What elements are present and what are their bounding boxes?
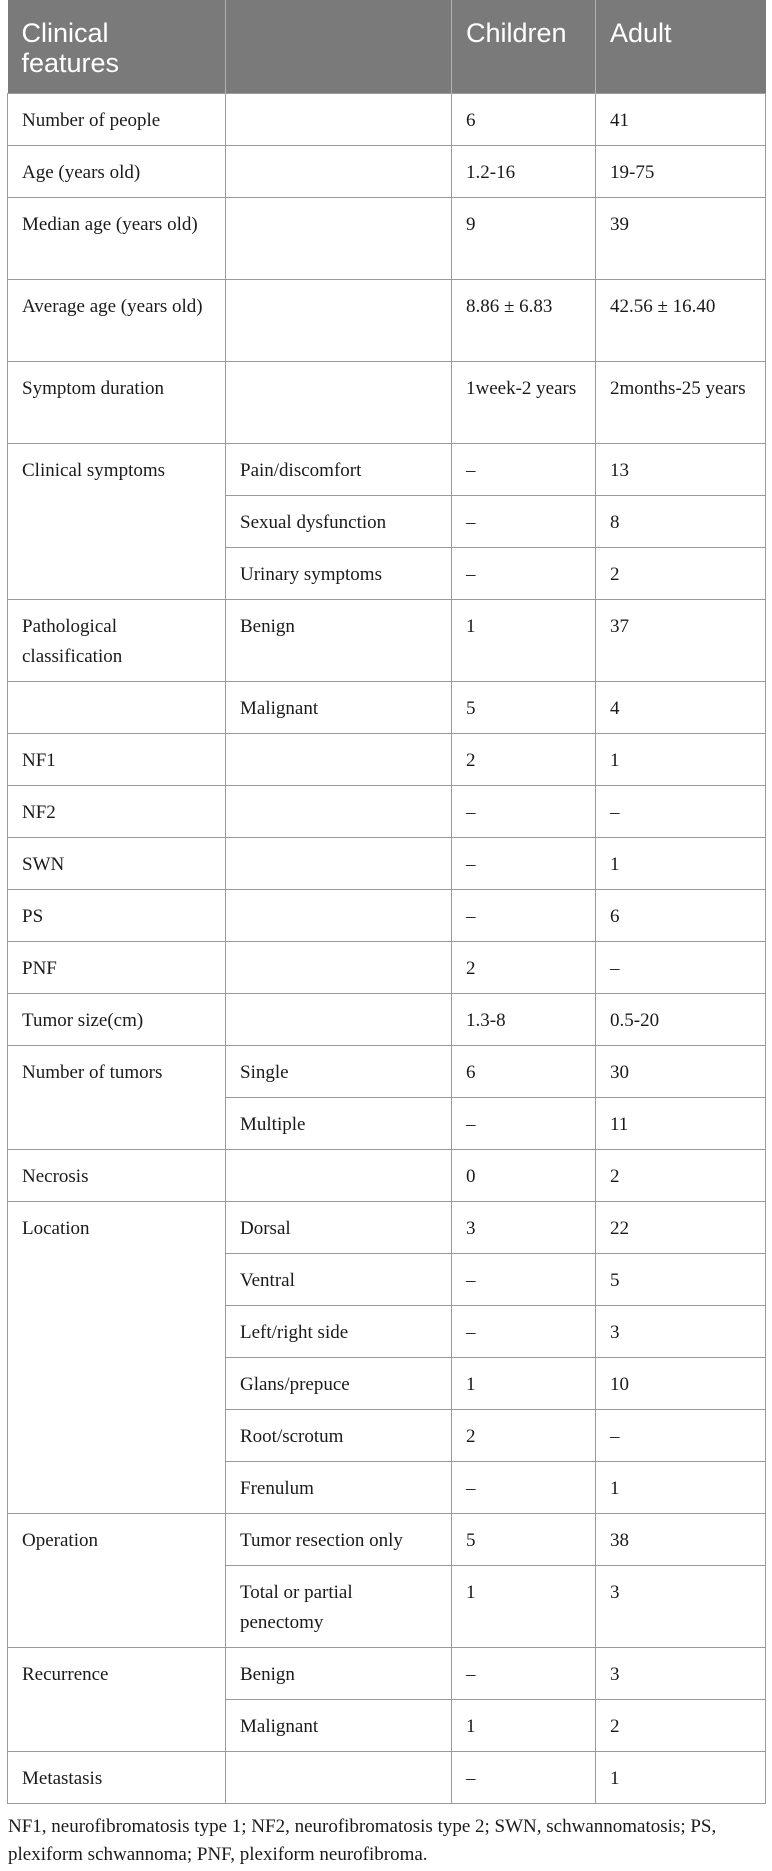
table-row xyxy=(8,94,766,146)
table-row xyxy=(8,786,766,838)
feature-cell xyxy=(8,548,226,600)
feature-cell: Metastasis xyxy=(8,1752,226,1804)
feature-cell xyxy=(8,1700,226,1752)
subcategory-cell xyxy=(226,198,452,280)
feature-cell xyxy=(8,1410,226,1462)
feature-cell: Number of people xyxy=(8,94,226,146)
adult-cell: 19-75 xyxy=(596,146,766,198)
feature-cell: NF1 xyxy=(8,734,226,786)
subcategory-cell: Urinary symptoms xyxy=(226,548,452,600)
table-row xyxy=(8,942,766,994)
clinical-features-table xyxy=(7,0,766,1804)
adult-cell: 3 xyxy=(596,1648,766,1700)
subcategory-cell xyxy=(226,734,452,786)
table-row xyxy=(8,1254,766,1306)
subcategory-cell: Multiple xyxy=(226,1098,452,1150)
header-children: Children xyxy=(452,0,596,94)
feature-cell: Recurrence xyxy=(8,1648,226,1700)
subcategory-cell xyxy=(226,786,452,838)
table-row xyxy=(8,1700,766,1752)
feature-cell xyxy=(8,1462,226,1514)
feature-cell xyxy=(8,1358,226,1410)
subcategory-cell: Frenulum xyxy=(226,1462,452,1514)
children-cell: – xyxy=(452,444,596,496)
adult-cell: 1 xyxy=(596,838,766,890)
table-row xyxy=(8,734,766,786)
adult-cell: – xyxy=(596,942,766,994)
adult-cell: 41 xyxy=(596,94,766,146)
table-row xyxy=(8,1306,766,1358)
subcategory-cell xyxy=(226,1752,452,1804)
children-cell: – xyxy=(452,1254,596,1306)
adult-cell: 39 xyxy=(596,198,766,280)
table-row xyxy=(8,1202,766,1254)
table-row xyxy=(8,682,766,734)
feature-cell: PNF xyxy=(8,942,226,994)
adult-cell: 22 xyxy=(596,1202,766,1254)
feature-cell: Location xyxy=(8,1202,226,1254)
feature-cell xyxy=(8,1098,226,1150)
table-row xyxy=(8,1358,766,1410)
children-cell: – xyxy=(452,786,596,838)
subcategory-cell: Malignant xyxy=(226,1700,452,1752)
table-row xyxy=(8,1410,766,1462)
subcategory-cell: Left/right side xyxy=(226,1306,452,1358)
table-row xyxy=(8,1648,766,1700)
table-row xyxy=(8,1514,766,1566)
adult-cell: 13 xyxy=(596,444,766,496)
adult-cell: 38 xyxy=(596,1514,766,1566)
adult-cell: 5 xyxy=(596,1254,766,1306)
children-cell: 6 xyxy=(452,94,596,146)
adult-cell: – xyxy=(596,1410,766,1462)
children-cell: – xyxy=(452,496,596,548)
table-row xyxy=(8,890,766,942)
subcategory-cell: Benign xyxy=(226,1648,452,1700)
subcategory-cell: Single xyxy=(226,1046,452,1098)
children-cell: 9 xyxy=(452,198,596,280)
feature-cell: Age (years old) xyxy=(8,146,226,198)
subcategory-cell: Tumor resection only xyxy=(226,1514,452,1566)
feature-cell xyxy=(8,1254,226,1306)
children-cell: – xyxy=(452,1752,596,1804)
children-cell: – xyxy=(452,890,596,942)
subcategory-cell xyxy=(226,146,452,198)
table-row xyxy=(8,362,766,444)
children-cell: 0 xyxy=(452,1150,596,1202)
adult-cell: 4 xyxy=(596,682,766,734)
table-header-row xyxy=(8,0,766,94)
children-cell: 8.86 ± 6.83 xyxy=(452,280,596,362)
adult-cell: 3 xyxy=(596,1306,766,1358)
adult-cell: 3 xyxy=(596,1566,766,1648)
children-cell: – xyxy=(452,1098,596,1150)
feature-cell: Symptom duration xyxy=(8,362,226,444)
clinical-features-table-container xyxy=(7,0,765,1804)
subcategory-cell: Dorsal xyxy=(226,1202,452,1254)
adult-cell: 6 xyxy=(596,890,766,942)
feature-cell: Pathological classification xyxy=(8,600,226,682)
table-row xyxy=(8,1752,766,1804)
adult-cell: 37 xyxy=(596,600,766,682)
children-cell: – xyxy=(452,1306,596,1358)
feature-cell: Number of tumors xyxy=(8,1046,226,1098)
subcategory-cell xyxy=(226,942,452,994)
table-row xyxy=(8,994,766,1046)
subcategory-cell: Sexual dysfunction xyxy=(226,496,452,548)
children-cell: 1.3-8 xyxy=(452,994,596,1046)
table-row xyxy=(8,1462,766,1514)
feature-cell: Tumor size(cm) xyxy=(8,994,226,1046)
adult-cell: 2months-25 years xyxy=(596,362,766,444)
adult-cell: 2 xyxy=(596,548,766,600)
children-cell: 1.2-16 xyxy=(452,146,596,198)
table-row xyxy=(8,280,766,362)
table-row xyxy=(8,444,766,496)
adult-cell: – xyxy=(596,786,766,838)
feature-cell xyxy=(8,1566,226,1648)
header-subcategory xyxy=(226,0,452,94)
table-row xyxy=(8,496,766,548)
table-row xyxy=(8,1150,766,1202)
table-body xyxy=(8,94,766,1804)
adult-cell: 42.56 ± 16.40 xyxy=(596,280,766,362)
adult-cell: 1 xyxy=(596,1462,766,1514)
table-row xyxy=(8,1046,766,1098)
adult-cell: 1 xyxy=(596,734,766,786)
subcategory-cell: Benign xyxy=(226,600,452,682)
subcategory-cell xyxy=(226,890,452,942)
table-row xyxy=(8,548,766,600)
adult-cell: 2 xyxy=(596,1150,766,1202)
feature-cell xyxy=(8,1306,226,1358)
children-cell: 2 xyxy=(452,1410,596,1462)
feature-cell: SWN xyxy=(8,838,226,890)
children-cell: 1 xyxy=(452,1358,596,1410)
children-cell: 2 xyxy=(452,734,596,786)
subcategory-cell xyxy=(226,94,452,146)
children-cell: 6 xyxy=(452,1046,596,1098)
children-cell: 1 xyxy=(452,600,596,682)
feature-cell: Clinical symptoms xyxy=(8,444,226,496)
feature-cell: Median age (years old) xyxy=(8,198,226,280)
children-cell: 1 xyxy=(452,1566,596,1648)
feature-cell: PS xyxy=(8,890,226,942)
subcategory-cell: Total or partial penectomy xyxy=(226,1566,452,1648)
feature-cell xyxy=(8,496,226,548)
children-cell: 1 xyxy=(452,1700,596,1752)
children-cell: – xyxy=(452,1462,596,1514)
children-cell: – xyxy=(452,548,596,600)
subcategory-cell xyxy=(226,838,452,890)
feature-cell: Necrosis xyxy=(8,1150,226,1202)
header-adult: Adult xyxy=(596,0,766,94)
children-cell: 5 xyxy=(452,682,596,734)
adult-cell: 10 xyxy=(596,1358,766,1410)
header-clinical-features: Clinical features xyxy=(8,0,226,94)
subcategory-cell xyxy=(226,280,452,362)
feature-cell: Operation xyxy=(8,1514,226,1566)
adult-cell: 1 xyxy=(596,1752,766,1804)
children-cell: 5 xyxy=(452,1514,596,1566)
children-cell: 3 xyxy=(452,1202,596,1254)
feature-cell: Average age (years old) xyxy=(8,280,226,362)
subcategory-cell xyxy=(226,362,452,444)
feature-cell: NF2 xyxy=(8,786,226,838)
children-cell: 2 xyxy=(452,942,596,994)
table-row xyxy=(8,198,766,280)
children-cell: – xyxy=(452,1648,596,1700)
table-row xyxy=(8,146,766,198)
table-row xyxy=(8,1098,766,1150)
subcategory-cell: Root/scrotum xyxy=(226,1410,452,1462)
subcategory-cell: Pain/discomfort xyxy=(226,444,452,496)
subcategory-cell: Glans/prepuce xyxy=(226,1358,452,1410)
children-cell: – xyxy=(452,838,596,890)
table-row xyxy=(8,838,766,890)
adult-cell: 2 xyxy=(596,1700,766,1752)
adult-cell: 0.5-20 xyxy=(596,994,766,1046)
children-cell: 1week-2 years xyxy=(452,362,596,444)
table-row xyxy=(8,600,766,682)
subcategory-cell: Ventral xyxy=(226,1254,452,1306)
feature-cell xyxy=(8,682,226,734)
subcategory-cell xyxy=(226,1150,452,1202)
subcategory-cell xyxy=(226,994,452,1046)
adult-cell: 30 xyxy=(596,1046,766,1098)
adult-cell: 8 xyxy=(596,496,766,548)
subcategory-cell: Malignant xyxy=(226,682,452,734)
table-footnote: NF1, neurofibromatosis type 1; NF2, neurofibromatosis type 2; SWN, schwannomatosis; PS, plexiform schwannoma; PNF, plexiform neurofibroma. xyxy=(8,1816,717,1865)
adult-cell: 11 xyxy=(596,1098,766,1150)
table-row xyxy=(8,1566,766,1648)
